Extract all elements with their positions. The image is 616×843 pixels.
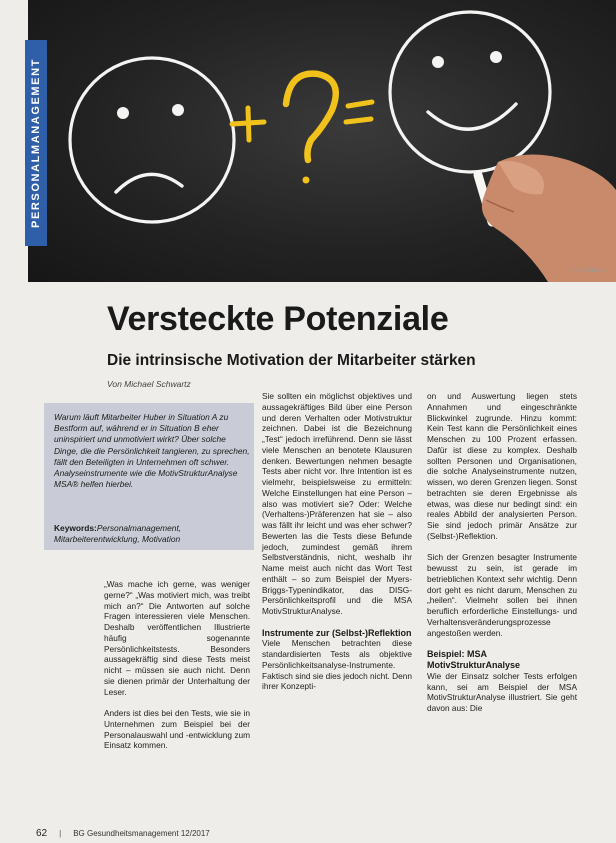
paragraph: Sich der Grenzen besagter Instrumente bewusst zu sein, ist gerade im betrieblichen Kontext sehr wichtig. Denn dort geht es nicht darum, Menschen zu „heilen“. Vielmehr sollen bei ihnen beruflich erforderliche Einstellungs- und Verhaltensveränderungsprozesse angestoßen werden. [427,552,577,638]
sad-face-icon [70,58,234,222]
photo-credit: Foto: Fotolia [568,268,606,274]
footer-separator: | [59,829,62,838]
teaser-box [44,403,254,550]
teaser-keywords [54,523,250,545]
paragraph: „Was mache ich gerne, was weniger gerne?“ „Was motiviert mich, was treibt mich an?“ Die Antworten auf solche Fragen interessieren viele Menschen. Deshalb veröffentlichen Illustrierte häufig sogenannte Persönlichkeitstests. Besonders aussagekräftig sind diese Tests meist nicht – müssen sie auch nicht. Denn sie dienen primär der Unterhaltung der Leser. [104,579,250,697]
section-heading: Beispiel: MSA MotivStrukturAnalyse [427,649,521,670]
section-heading: Instrumente zur (Selbst-)Reflektion [262,627,412,638]
paragraph: Sie sollten ein möglichst objektives und aussagekräftiges Bild über eine Person und deren Verhalten oder Motivstruktur zeichnen. Dabei ist die Bezeichnung „Test“ jedoch irreführend. Denn sie lässt viele Menschen an benotete Klausuren denken. Bewertungen nehmen besagte Tests aber nicht vor. Ihre Intention ist es vielmehr, beispielsweise zu ermitteln: Welche Einstellungen hat eine Person – also was motiviert sie? Oder: Welche (Verhaltens-)Präferenzen hat sie – also was fällt ihr leicht und was eher schwer? Bewerten las die Tests diese Befunde jedoch, zumindest gemäß ihrem Selbstverständnis, nicht, weshalb ihr Name meist auch nicht das Wort Test enthält – so zum Beispiel der Myers-Briggs-Typenindikator, das DISG-Persönlichkeitsprofil und die MSA MotivStrukturAnalyse. [262,391,412,616]
paragraph: Anders ist dies bei den Tests, wie sie in Unternehmen zum Beispiel bei der Personalauswahl und -entwicklung zum Einsatz kommen. [104,708,250,751]
hero-image [28,0,616,282]
column-3 [427,391,577,725]
article-byline: Von Michael Schwartz [107,379,191,389]
chalk-hand-icon [478,154,616,282]
paragraph: Wie der Einsatz solcher Tests erfolgen kann, sei am Beispiel der MSA MotivStrukturAnalyse illustriert. Sie geht davon aus: Die [427,670,577,714]
journal-name: BG Gesundheitsmanagement 12/2017 [73,829,210,838]
keywords-label: Keywords: [54,523,97,533]
keywords-value: Personalmanagement, Mitarbeiterentwicklung, Motivation [54,523,182,545]
column-1 [104,579,250,762]
article-subtitle: Die intrinsische Motivation der Mitarbeiter stärken [107,352,476,369]
paragraph: Viele Menschen betrachten diese standardisierten Tests als objektive Persönlichkeitsanalyse-Instrumente. Faktisch sind sie dies jedoch nicht. Denn ihrer Konzepti- [262,638,412,692]
teaser-text: Warum läuft Mitarbeiter Huber in Situation A zu Bestform auf, während er in Situation B eher uninspiriert und unmotiviert wirkt? Über solche Dinge, die die Persönlichkeit tangieren, zu sprechen, fällt den Beteiligten in Unternehmen oft schwer. Analyseinstrumente wie die MotivStrukturAnalyse MSA® helfen hierbei. [54,412,250,490]
smiley-face-icon [390,12,550,172]
question-mark-icon [286,74,336,184]
page-footer [36,828,210,839]
paragraph: on und Auswertung liegen stets Annahmen und eingeschränkte Blickwinkel zugrunde. Hinzu kommt: Kein Test kann die Persönlichkeit eines Menschen zu 100 Prozent erfassen. Dafür ist diese zu komplex. Deshalb sollten Personen und Organisationen, die solche Analyseinstrumente nutzen, wissen, wo deren Grenzen liegen. Sonst betrachten sie deren Ergebnisse als etwas, was diese nur bedingt sind: ein reales Abbild der analysierten Person. Sie sind jedoch primär Ansätze zur (Selbst-)Reflektion. [427,391,577,541]
plus-sign-icon [232,108,264,140]
column-2 [262,391,412,703]
equals-sign-icon [346,102,372,122]
article-title: Versteckte Potenziale [107,300,449,338]
page-number: 62 [36,828,48,839]
chalkboard-illustration [28,0,616,282]
section-label: PERSONALMANAGEMENT [30,58,42,228]
